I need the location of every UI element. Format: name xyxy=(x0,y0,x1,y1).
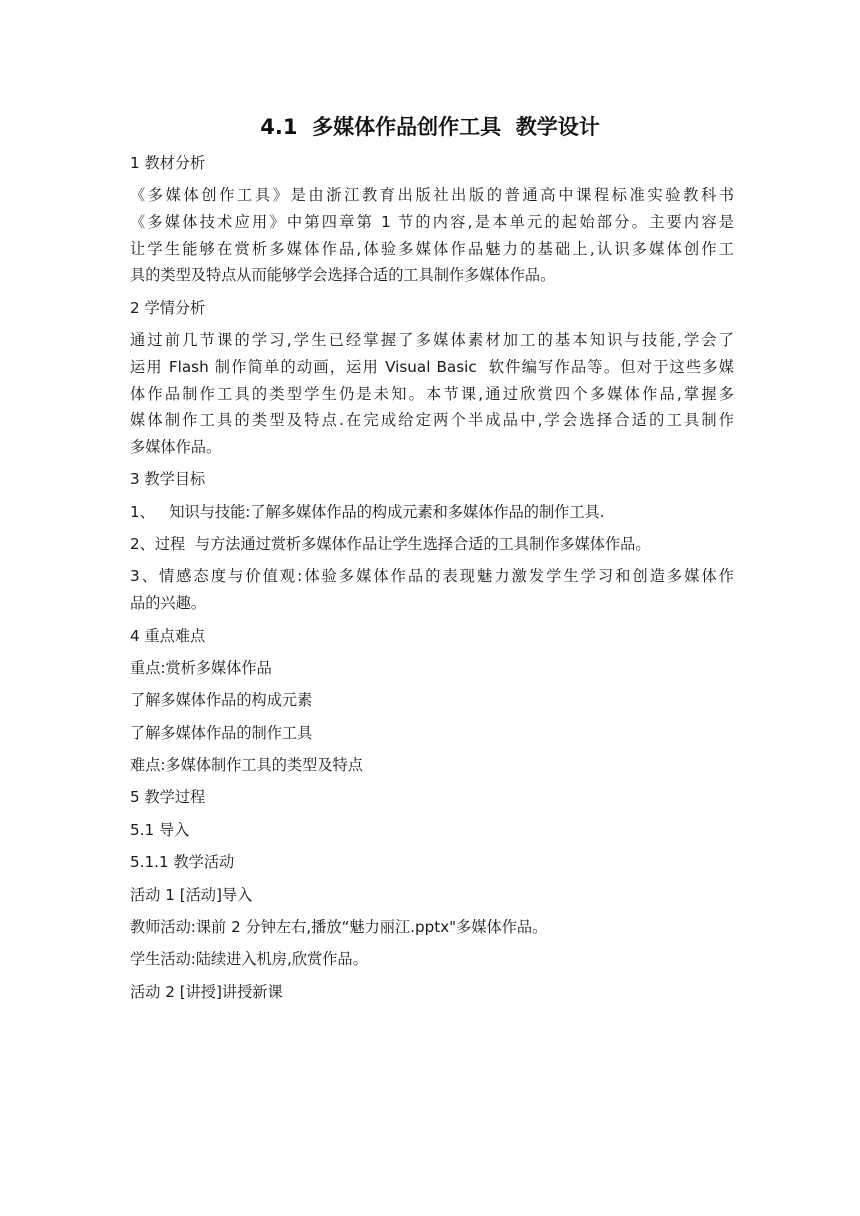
teacher-activity: 教师活动:课前 2 分钟左右,播放“魅力丽江.pptx"多媒体作品。 xyxy=(130,917,548,936)
activity-1-heading: 活动 1 [活动]导入 xyxy=(130,885,253,904)
document-body xyxy=(130,150,734,1011)
paragraph-line: 让学生能够在赏析多媒体作品,体验多媒体作品魅力的基础上,认识多媒体创作工 xyxy=(130,239,734,258)
student-activity: 学生活动:陆续进入机房,欣赏作品。 xyxy=(130,950,368,969)
paragraph-line: 多媒体作品。 xyxy=(130,437,222,456)
key-point-line: 了解多媒体作品的制作工具 xyxy=(130,723,313,742)
paragraph-line: 体作品制作工具的类型学生仍是未知。本节课,通过欣赏四个多媒体作品,掌握多 xyxy=(130,384,734,403)
section-heading-5: 5 教学过程 xyxy=(130,788,206,807)
section-heading-3: 3 教学目标 xyxy=(130,470,206,489)
document-title: 4.1 多媒体作品创作工具 教学设计 xyxy=(260,115,600,139)
goal-item-2: 2、过程 与方法通过赏析多媒体作品让学生选择合适的工具制作多媒体作品。 xyxy=(130,535,651,554)
key-point-line: 重点:赏析多媒体作品 xyxy=(130,658,272,677)
paragraph-line: 品的兴趣。 xyxy=(130,594,206,613)
section-heading-2: 2 学情分析 xyxy=(130,298,206,317)
paragraph-line: 运用 Flash 制作简单的动画，运用 Visual Basic 软件编写作品等。但对于这些多媒 xyxy=(130,357,734,376)
goal-item-1: 1、 知识与技能:了解多媒体作品的构成元素和多媒体作品的制作工具. xyxy=(130,502,605,521)
activity-2-heading: 活动 2 [讲授]讲授新课 xyxy=(130,982,283,1001)
paragraph-line: 《多媒体技术应用》中第四章第 1 节的内容,是本单元的起始部分。主要内容是 xyxy=(130,213,734,232)
paragraph-line: 具的类型及特点从而能够学会选择合适的工具制作多媒体作品。 xyxy=(130,266,556,285)
paragraph-line: 《多媒体创作工具》是由浙江教育出版社出版的普通高中课程标准实验教科书 xyxy=(130,186,734,205)
section-heading-1: 1 教材分析 xyxy=(130,154,206,172)
difficulty-line: 难点:多媒体制作工具的类型及特点 xyxy=(130,756,363,774)
paragraph-line: 媒体制作工具的类型及特点.在完成给定两个半成品中,学会选择合适的工具制作 xyxy=(130,411,734,430)
key-point-line: 了解多媒体作品的构成元素 xyxy=(130,691,313,710)
paragraph-textbook-analysis xyxy=(130,182,734,289)
subsection-heading-5-1: 5.1 导入 xyxy=(130,820,190,839)
section-heading-4: 4 重点难点 xyxy=(130,626,206,645)
subsection-heading-5-1-1: 5.1.1 教学活动 xyxy=(130,853,235,872)
paragraph-line: 通过前几节课的学习,学生已经掌握了多媒体素材加工的基本知识与技能,学会了 xyxy=(130,331,734,350)
paragraph-student-analysis xyxy=(130,327,734,460)
paragraph-line: 3、情感态度与价值观:体验多媒体作品的表现魅力激发学生学习和创造多媒体作 xyxy=(130,567,734,586)
goal-item-3 xyxy=(130,563,734,616)
